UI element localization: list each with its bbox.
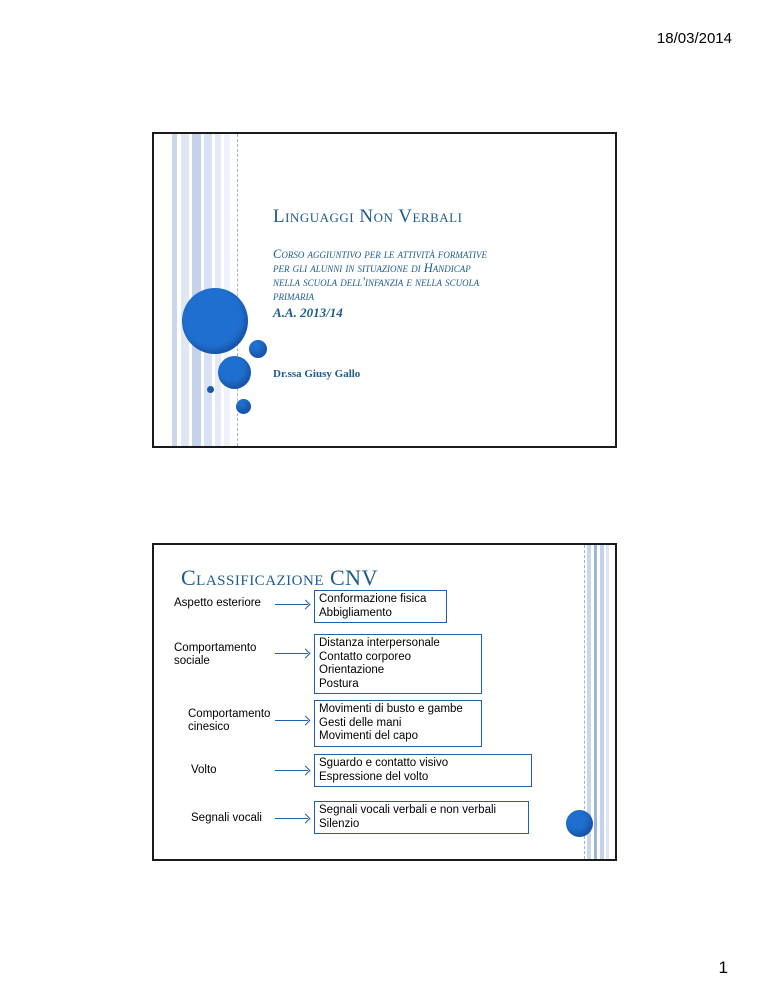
decorative-stripe-band [587, 545, 609, 859]
arrow-icon [275, 818, 308, 819]
academic-year: A.A. 2013/14 [273, 305, 343, 320]
category-item: Conformazione fisica [319, 593, 427, 605]
category-item: Abbigliamento [319, 606, 392, 619]
slide-subtitle [273, 247, 593, 303]
category-items-box [314, 700, 482, 747]
category-items-box [314, 634, 482, 694]
category-item: Sguardo e contatto visivo [319, 757, 449, 769]
arrow-icon [275, 720, 308, 721]
category-label: Comportamento cinesico [188, 708, 271, 733]
medium-circle-decoration [249, 340, 267, 358]
slide-title-card [152, 132, 617, 448]
category-item: Silenzio [319, 817, 360, 830]
subtitle-line: Corso aggiuntivo per le attività formative [273, 247, 488, 261]
slide-classification [152, 543, 617, 861]
category-items-box [314, 801, 529, 834]
category-item: Movimenti di busto e gambe [319, 703, 463, 715]
category-label: Comportamento sociale [174, 642, 257, 667]
category-item: Contatto corporeo [319, 650, 412, 663]
medium-circle-decoration [218, 356, 251, 389]
header-date: 18/03/2014 [656, 30, 732, 47]
category-items-box [314, 590, 447, 623]
category-label: Aspetto esteriore [174, 597, 261, 609]
decorative-dashed-line [237, 134, 238, 446]
subtitle-line: per gli alunni in situazione di Handicap [273, 261, 471, 275]
category-item: Espressione del volto [319, 770, 429, 783]
category-item: Segnali vocali verbali e non verbali [319, 804, 497, 816]
slide-title: Linguaggi Non Verbali [273, 206, 463, 227]
category-item: Movimenti del capo [319, 730, 419, 742]
category-item: Gesti delle mani [319, 716, 402, 729]
arrow-icon [275, 770, 308, 771]
circle-decoration [566, 810, 593, 837]
small-circle-decoration [236, 399, 251, 414]
author-name: Dr.ssa Giusy Gallo [273, 368, 361, 380]
category-items-box [314, 754, 532, 787]
page-number: 1 [718, 958, 728, 977]
category-item: Orientazione [319, 664, 385, 676]
category-label: Volto [191, 764, 217, 776]
arrow-icon [275, 604, 308, 605]
small-circle-decoration [207, 386, 214, 393]
category-label: Segnali vocali [191, 812, 262, 824]
subtitle-line: nella scuola dell'infanzia e nella scuola [273, 275, 480, 289]
subtitle-line: primaria [273, 289, 314, 303]
category-item: Postura [319, 677, 359, 690]
large-circle-decoration [182, 288, 248, 354]
slide-title: Classificazione CNV [181, 565, 378, 590]
arrow-icon [275, 653, 308, 654]
category-item: Distanza interpersonale [319, 637, 440, 649]
